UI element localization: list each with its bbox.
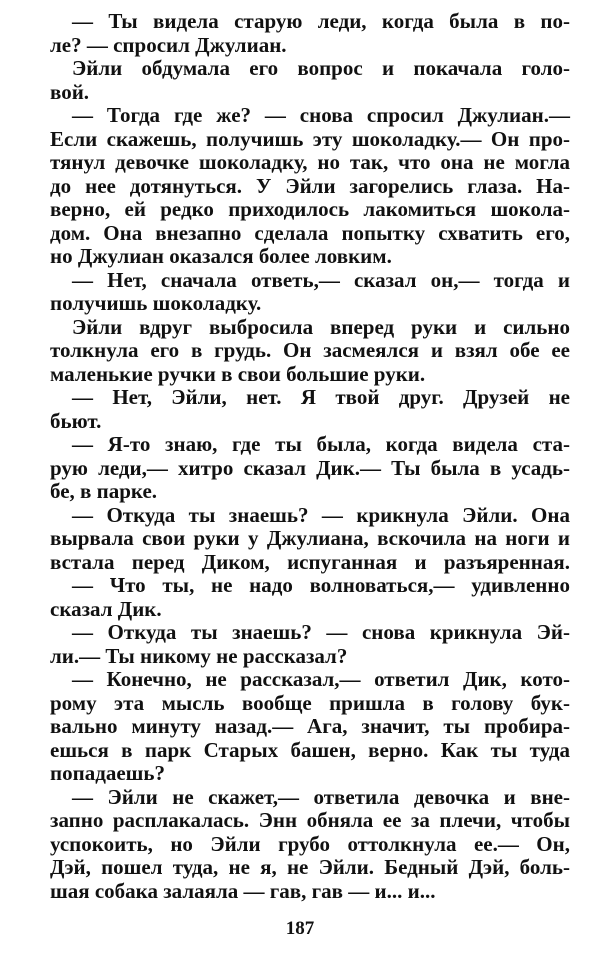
text-line: встала перед Диком, испуганная и разъяренная. (50, 549, 570, 574)
text-line: Эйли обдумала его вопрос и покачала голо- (72, 56, 570, 80)
text-line: — Нет, сначала ответь,— сказал он,— тогда и (72, 267, 570, 292)
text-line: сказал Дик. (50, 596, 162, 621)
text-line: ешься в парк Старых башен, верно. Как ты туда (50, 737, 570, 762)
page-number: 187 (285, 918, 315, 939)
text-line: — Эйли не скажет,— ответила девочка и вне- (72, 784, 570, 809)
text-line: дом. Она внезапно сделала попытку схватить его, (50, 220, 570, 245)
text-line: толкнула его в грудь. Он засмеялся и взял обе ее (50, 338, 570, 362)
text-line: — Тогда где же? — снова спросил Джулиан.— (72, 103, 570, 127)
text-line: Эйли вдруг выбросила вперед руки и сильно (72, 314, 570, 339)
text-line: ле? — спросил Джулиан. (50, 32, 287, 57)
text-line: — Что ты, не надо волноваться,— удивленно (72, 573, 570, 597)
text-line: Дэй, пошел туда, не я, не Эйли. Бедный Дэй, боль- (50, 855, 570, 879)
text-line: Если скажешь, получишь эту шоколадку.— Он про- (50, 126, 570, 151)
text-line: шая собака залаяла — гав, гав — и... и... (50, 878, 436, 903)
text-line: успокоить, но Эйли грубо оттолкнула ее.— Он, (50, 831, 570, 856)
text-line: рую леди,— хитро сказал Дик.— Ты была в усадь- (50, 455, 570, 480)
text-line: получишь шоколадку. (50, 291, 262, 315)
text-line: вально минуту назад.— Ага, значит, ты пробира- (50, 714, 570, 738)
text-line: запно расплакалась. Энн обняла ее за плечи, чтобы (50, 808, 570, 832)
text-line: — Я-то знаю, где ты была, когда видела ста- (72, 432, 570, 456)
text-line: ли.— Ты никому не рассказал? (50, 643, 348, 668)
text-line: — Ты видела старую леди, когда была в по- (72, 9, 570, 33)
text-line: верно, ей редко приходилось лакомиться шокола- (50, 197, 570, 221)
text-line: — Откуда ты знаешь? — снова крикнула Эй- (72, 620, 570, 644)
text-line: бе, в парке. (50, 479, 158, 503)
text-line: рому эта мысль вообще пришла в голову бук- (50, 690, 570, 715)
text-line: — Конечно, не рассказал,— ответил Дик, кото- (72, 667, 570, 691)
text-line: до нее дотянуться. У Эйли загорелись глаза. На- (50, 173, 570, 198)
text-line: бьют. (50, 408, 102, 433)
text-line: тянул девочке шоколадку, но так, что она не могла (50, 150, 570, 174)
body-text (50, 10, 570, 903)
text-line: маленькие ручки в свои большие руки. (50, 361, 426, 386)
text-line: вой. (50, 79, 90, 104)
text-line: — Откуда ты знаешь? — крикнула Эйли. Она (72, 502, 570, 527)
text-line: попадаешь? (50, 761, 165, 785)
text-line: вырвала свои руки у Джулиана, вскочила на ноги и (50, 526, 570, 550)
text-line: — Нет, Эйли, нет. Я твой друг. Друзей не (72, 385, 570, 409)
text-line: но Джулиан оказался более ловким. (50, 244, 392, 268)
